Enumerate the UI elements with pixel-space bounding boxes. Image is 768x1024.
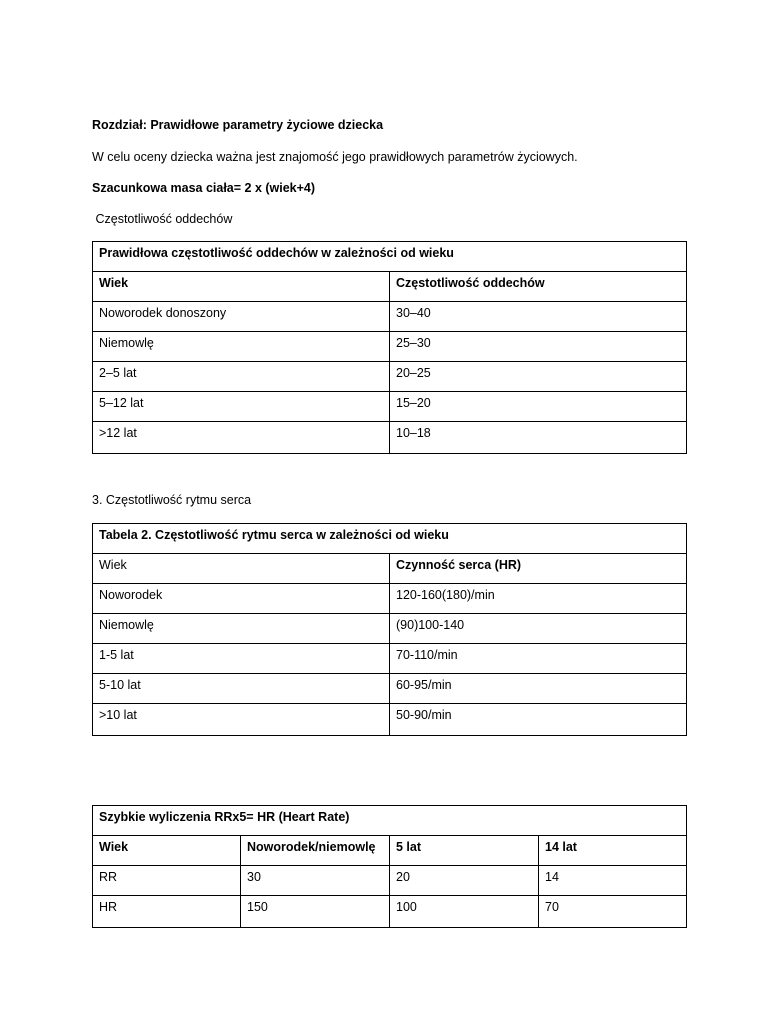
section-title-heart-rate: 3. Częstotliwość rytmu serca <box>92 493 252 507</box>
heart-rate-table <box>92 523 687 736</box>
table-row <box>93 866 687 896</box>
table-row <box>93 422 687 454</box>
table-row <box>93 392 687 422</box>
breathing-rate-table <box>92 241 687 454</box>
table-row <box>93 896 687 928</box>
intro-paragraph: W celu oceny dziecka ważna jest znajomość jego prawidłowych parametrów życiowych. <box>92 150 578 164</box>
table-row <box>93 644 687 674</box>
table-cell: 5-10 lat <box>93 674 390 704</box>
table-cell: 100 <box>390 896 539 928</box>
table-cell: Noworodek <box>93 584 390 614</box>
table-cell: HR <box>93 896 241 928</box>
weight-formula: Szacunkowa masa ciała= 2 x (wiek+4) <box>92 181 316 195</box>
chapter-heading: Rozdział: Prawidłowe parametry życiowe dziecka <box>92 118 384 132</box>
table-header: Wiek <box>93 272 390 302</box>
table-cell: Niemowlę <box>93 332 390 362</box>
table-header: Noworodek/niemowlę <box>241 836 390 866</box>
table-cell: 10–18 <box>390 422 687 454</box>
table-header: 5 lat <box>390 836 539 866</box>
table-header: 14 lat <box>539 836 687 866</box>
table-row <box>93 332 687 362</box>
table-caption: Tabela 2. Częstotliwość rytmu serca w zależności od wieku <box>93 524 687 554</box>
table-header: Wiek <box>93 554 390 584</box>
table-cell: >12 lat <box>93 422 390 454</box>
table-row <box>93 674 687 704</box>
quick-calc-table <box>92 805 687 928</box>
table-cell: (90)100-140 <box>390 614 687 644</box>
table-cell: 20 <box>390 866 539 896</box>
table-cell: 70-110/min <box>390 644 687 674</box>
table-header: Czynność serca (HR) <box>390 554 687 584</box>
table-header: Wiek <box>93 836 241 866</box>
table-cell: 1-5 lat <box>93 644 390 674</box>
table-cell: >10 lat <box>93 704 390 736</box>
table-cell: RR <box>93 866 241 896</box>
table-row <box>93 362 687 392</box>
table-header: Częstotliwość oddechów <box>390 272 687 302</box>
table-cell: Niemowlę <box>93 614 390 644</box>
table-cell: 30–40 <box>390 302 687 332</box>
table-cell: 15–20 <box>390 392 687 422</box>
table-cell: 70 <box>539 896 687 928</box>
table-cell: 120-160(180)/min <box>390 584 687 614</box>
table-cell: 14 <box>539 866 687 896</box>
table-cell: 30 <box>241 866 390 896</box>
table-caption: Prawidłowa częstotliwość oddechów w zależności od wieku <box>93 242 687 272</box>
table-cell: Noworodek donoszony <box>93 302 390 332</box>
table-cell: 20–25 <box>390 362 687 392</box>
table-cell: 25–30 <box>390 332 687 362</box>
section-title-breathing: Częstotliwość oddechów <box>92 212 233 226</box>
table-cell: 5–12 lat <box>93 392 390 422</box>
table-row <box>93 704 687 736</box>
table-caption: Szybkie wyliczenia RRx5= HR (Heart Rate) <box>93 806 687 836</box>
table-cell: 60-95/min <box>390 674 687 704</box>
table-row <box>93 584 687 614</box>
table-cell: 150 <box>241 896 390 928</box>
table-row <box>93 302 687 332</box>
table-cell: 2–5 lat <box>93 362 390 392</box>
table-cell: 50-90/min <box>390 704 687 736</box>
table-row <box>93 614 687 644</box>
